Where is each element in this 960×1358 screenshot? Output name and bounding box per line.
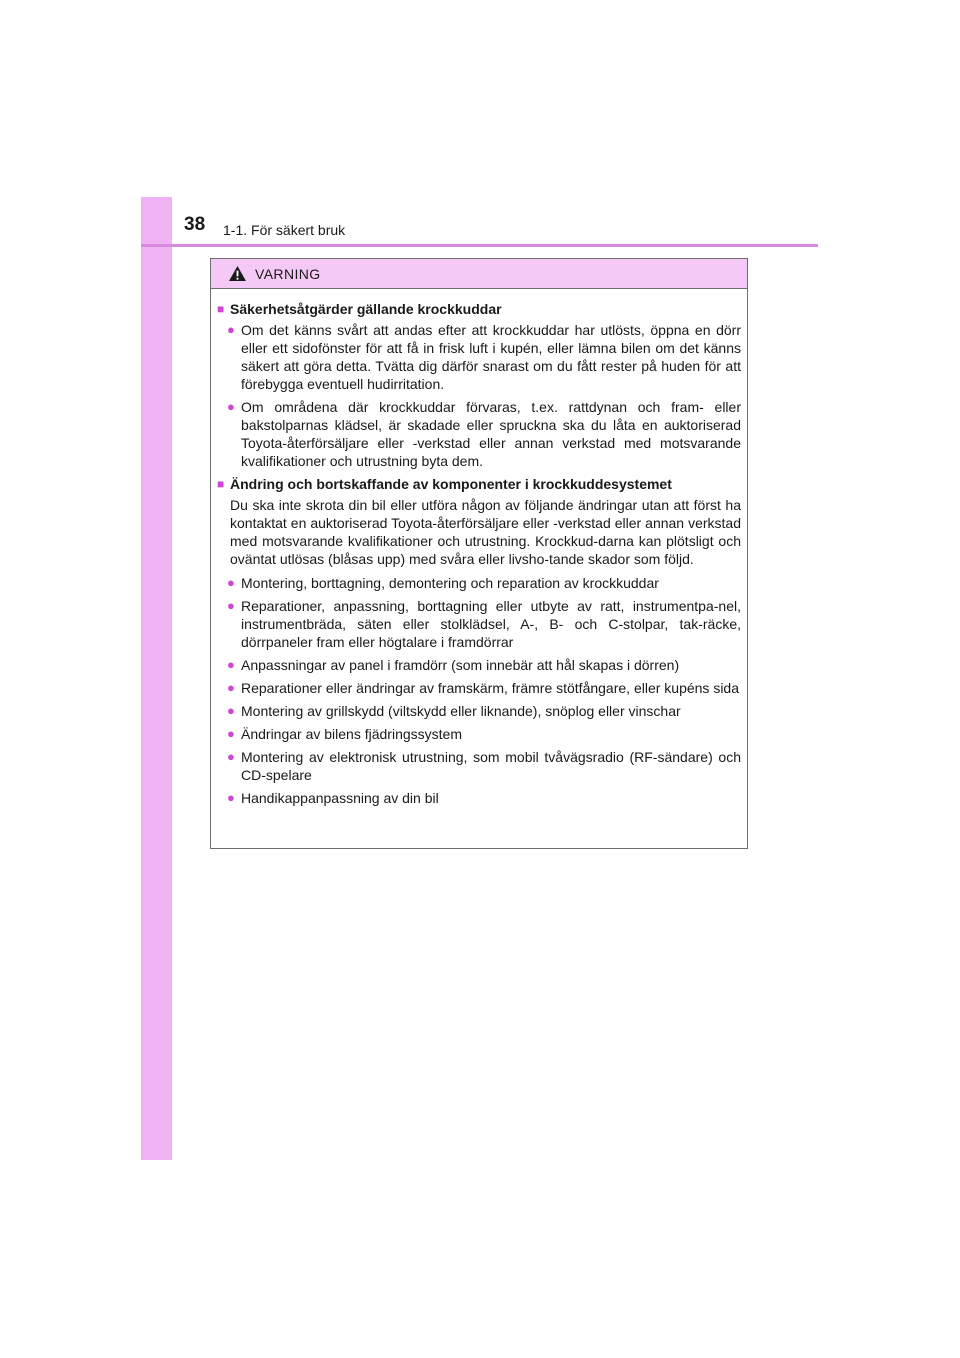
list-item-text: Montering av elektronisk utrustning, som mobil tvåvägsradio (RF-sändare) och CD-spelare [241,749,741,783]
list-item [227,597,741,651]
dot-bullet-icon: ● [227,598,235,613]
dot-bullet-icon: ● [227,726,235,741]
list-item-text: Reparationer eller ändringar av framskärm, främre stötfångare, eller kupéns sida [241,680,740,696]
section-heading [217,475,741,493]
page-number: 38 [184,214,206,235]
section-heading-text: Ändring och bortskaffande av komponenter i krockkuddesystemet [230,476,672,492]
dot-bullet-icon: ● [227,575,235,590]
square-bullet-icon: ■ [217,302,225,316]
list-item [227,702,741,720]
list-item-text: Anpassningar av panel i framdörr (som innebär att hål skapas i dörren) [241,657,680,673]
list-item-text: Montering av grillskydd (viltskydd eller liknande), snöplog eller vinschar [241,703,681,719]
list-item-text: Ändringar av bilens fjädringssystem [241,726,462,742]
list-item-text: Om det känns svårt att andas efter att krockkuddar har utlösts, öppna en dörr eller ett sidofönster för att få in frisk luft i kupén, eller lämna bilen om det känns säkert att göra detta. Tvätta dig därför snarast om du fått rester på huden för att förebygga eventuell hudirritation. [241,322,741,392]
chapter-side-tab [141,197,172,1160]
list-item-text: Handikappanpassning av din bil [241,790,439,806]
list-item [227,679,741,697]
section-title: 1-1. För säkert bruk [223,222,346,238]
list-item [227,574,741,592]
dot-bullet-icon: ● [227,322,235,337]
list-item [227,725,741,743]
dot-bullet-icon: ● [227,399,235,414]
dot-bullet-icon: ● [227,680,235,695]
warning-body [211,289,747,807]
list-item [227,656,741,674]
list-item [227,748,741,784]
warning-title: VARNING [255,265,321,282]
warning-box [210,258,748,849]
warning-triangle-icon [228,265,247,282]
list-item-text: Om områdena där krockkuddar förvaras, t.ex. rattdynan och fram- eller bakstolparnas klädsel, är skadade eller spruckna ska du låta en auktoriserad Toyota-återförsäljare eller -verkstad eller annan verkstad med motsvarande kvalifikationer och utrustning byta dem. [241,399,741,469]
section-heading [217,300,741,318]
list-item-text: Reparationer, anpassning, borttagning eller utbyte av ratt, instrumentpa-nel, instrumentbräda, säten eller stolklädsel, A-, B- och C-stolpar, tak-räcke, dörrpaneler fram eller högtalare i framdörrar [241,598,741,650]
dot-bullet-icon: ● [227,703,235,718]
dot-bullet-icon: ● [227,749,235,764]
list-item [227,321,741,393]
square-bullet-icon: ■ [217,477,225,491]
section-heading-text: Säkerhetsåtgärder gällande krockkuddar [230,301,502,317]
section-intro: Du ska inte skrota din bil eller utföra någon av följande ändringar utan att först ha kontaktat en auktoriserad Toyota-återförsäljare eller -verkstad eller annan verkstad med motsvarande kvalifikationer och utrustning. Krockkud-darna kan plötsligt och oväntat utlösas (blåsas upp) med svåra eller livsho-tande skador som följd. [230,497,741,567]
warning-section [217,475,741,807]
list-item [227,789,741,807]
warning-header [211,259,747,289]
list-item [227,398,741,470]
list-item-text: Montering, borttagning, demontering och reparation av krockkuddar [241,575,659,591]
dot-bullet-icon: ● [227,657,235,672]
header-divider [141,244,818,247]
dot-bullet-icon: ● [227,790,235,805]
warning-section [217,300,741,470]
